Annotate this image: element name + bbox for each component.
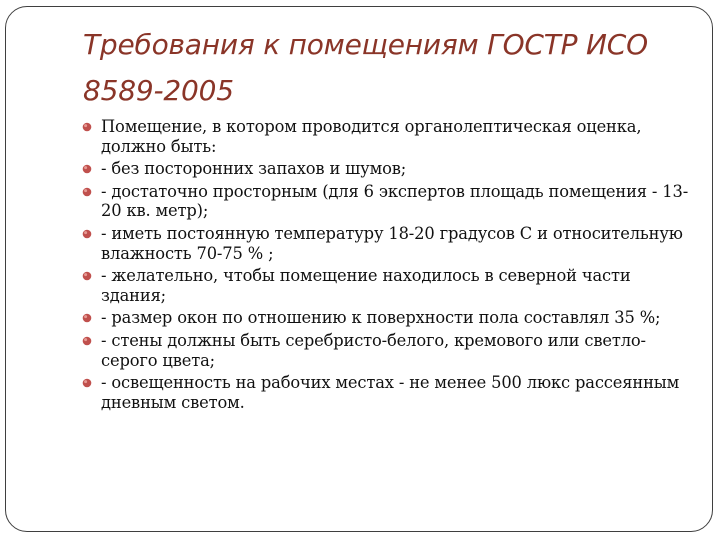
list-item-text: - желательно, чтобы помещение находилось в северной части здания; [101,266,631,305]
list-item [82,117,694,156]
list-item [82,308,694,328]
bullet-icon [82,313,92,323]
bullet-icon [82,336,92,346]
list-item-text: - достаточно просторным (для 6 экспертов площадь помещения - 13-20 кв. метр); [101,181,689,221]
bullet-icon [82,164,92,174]
list-item-text: - стены должны быть серебристо-белого, кремового или светло-серого цвета; [101,330,646,370]
bullet-icon [82,187,92,197]
bullet-icon [82,378,92,388]
list-item [82,182,694,221]
list-item [82,266,694,305]
list-item-text: - размер окон по отношению к поверхности пола составлял 35 %; [101,308,661,328]
slide-title: Требования к помещениям ГОСТР ИСО 8589-2005 [83,28,648,107]
list-item-text: - без посторонних запахов и шумов; [101,159,407,179]
list-item [82,224,694,263]
list-item [82,331,694,370]
list-item [82,373,694,412]
list-item-text: Помещение, в котором проводится органолептическая оценка, должно быть: [101,117,642,156]
bullet-icon [82,229,92,239]
bullet-icon [82,271,92,281]
list-item [82,159,694,179]
bullet-list [82,117,694,415]
list-item-text: - иметь постоянную температуру 18-20 градусов С и относительную влажность 70-75 % ; [101,223,683,263]
bullet-icon [82,122,92,132]
list-item-text: - освещенность на рабочих местах - не менее 500 люкс рассеянным дневным светом. [101,373,680,412]
